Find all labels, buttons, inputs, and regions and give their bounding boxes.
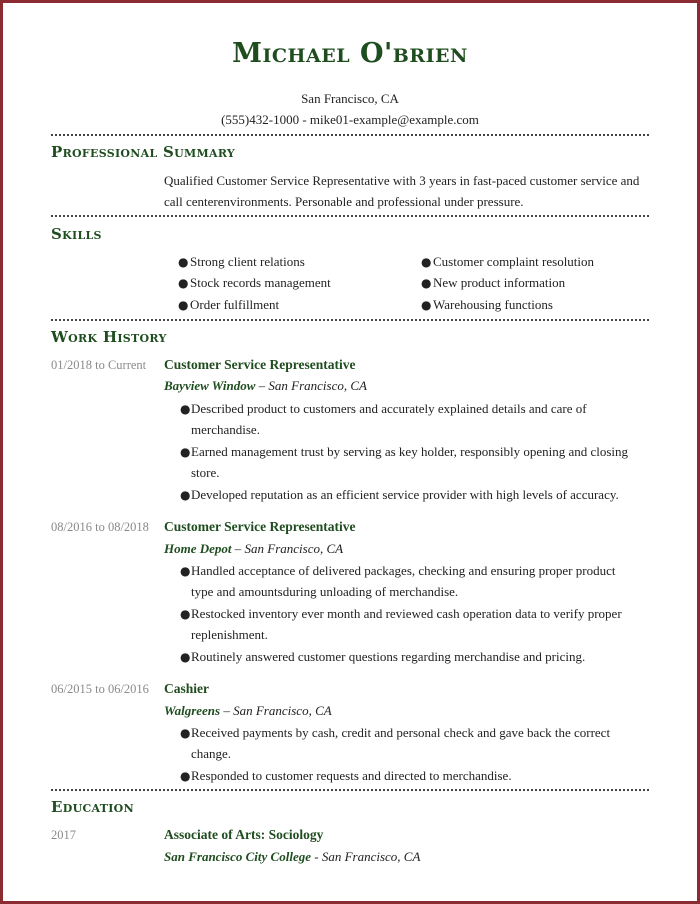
job-dates: 01/2018 to Current (51, 358, 147, 372)
job-title: Customer Service Representative (164, 357, 356, 372)
school-name: San Francisco City College (164, 849, 311, 864)
job-bullet-line: merchandise. (191, 422, 260, 437)
summary-heading: Professional Summary (51, 143, 236, 161)
education-heading: Education (51, 798, 134, 816)
skill-item: Warehousing functions (433, 297, 553, 312)
employer-name: Bayview Window (164, 378, 256, 393)
employer-location: – San Francisco, CA (258, 378, 367, 393)
employer (164, 703, 332, 719)
bullet-icon: ● (421, 255, 432, 269)
bullet-icon: ● (178, 255, 189, 269)
contact-text: (555)432-1000 - mike01-example@example.com (221, 112, 479, 127)
bullet-icon: ● (178, 298, 189, 312)
school-location: - San Francisco, CA (314, 849, 421, 864)
job-dates: 06/2015 to 06/2016 (51, 682, 149, 696)
employer-location: – San Francisco, CA (234, 541, 344, 556)
job-bullet-line: store. (191, 465, 220, 480)
job-bullet-line: type and amountsduring unloading of merchandise. (191, 584, 459, 599)
location-text: San Francisco, CA (301, 91, 399, 106)
employer-name: Home Depot (164, 541, 232, 556)
school (164, 849, 420, 865)
job-bullet-line: Developed reputation as an efficient service provider with high levels of accuracy. (191, 487, 619, 502)
education-year: 2017 (51, 828, 76, 842)
candidate-name: Michael O'brien (232, 38, 468, 69)
skill-item: Strong client relations (190, 254, 305, 269)
employer-location: – San Francisco, CA (223, 703, 332, 718)
employer (164, 541, 343, 557)
job-bullet-line: Handled acceptance of delivered packages, checking and ensuring proper product (191, 563, 616, 578)
job-bullet-line: change. (191, 746, 232, 761)
degree: Associate of Arts: Sociology (164, 827, 324, 842)
job-bullet-line: Received payments by cash, credit and personal check and gave back the correct (191, 725, 611, 740)
bullet-icon: ● (180, 445, 191, 459)
divider (51, 319, 649, 321)
bullet-icon: ● (180, 607, 191, 621)
bullet-icon: ● (180, 564, 191, 578)
bullet-icon: ● (180, 402, 191, 416)
summary-line: Qualified Customer Service Representative with 3 years in fast-paced customer service and (164, 173, 640, 188)
bullet-icon: ● (178, 276, 189, 290)
employer-name: Walgreens (164, 703, 221, 718)
summary-line: call centerenvironments. Personable and professional under pressure. (164, 194, 524, 209)
bullet-icon: ● (421, 298, 432, 312)
bullet-icon: ● (421, 276, 432, 290)
bullet-icon: ● (180, 488, 191, 502)
work-heading: Work History (51, 328, 167, 346)
divider (51, 215, 649, 217)
job-title: Cashier (164, 681, 209, 696)
job-title: Customer Service Representative (164, 519, 356, 534)
job-bullet-line: Responded to customer requests and directed to merchandise. (191, 768, 512, 783)
job-bullet-line: Restocked inventory ever month and reviewed cash operation data to verify proper (191, 606, 622, 621)
divider (51, 789, 649, 791)
job-bullet-line: Routinely answered customer questions regarding merchandise and pricing. (191, 649, 586, 664)
job-dates: 08/2016 to 08/2018 (51, 520, 149, 534)
job-bullet-line: Earned management trust by serving as key holder, responsibly opening and closing (191, 444, 629, 459)
skills-heading: Skills (51, 225, 102, 243)
skill-item: New product information (433, 275, 566, 290)
skill-item: Order fulfillment (190, 297, 280, 312)
skill-item: Stock records management (190, 275, 331, 290)
employer (164, 378, 367, 394)
bullet-icon: ● (180, 650, 191, 664)
bullet-icon: ● (180, 726, 191, 740)
bullet-icon: ● (180, 769, 191, 783)
job-bullet-line: replenishment. (191, 627, 268, 642)
divider (51, 134, 649, 136)
skill-item: Customer complaint resolution (433, 254, 595, 269)
job-bullet-line: Described product to customers and accurately explained details and care of (191, 401, 587, 416)
